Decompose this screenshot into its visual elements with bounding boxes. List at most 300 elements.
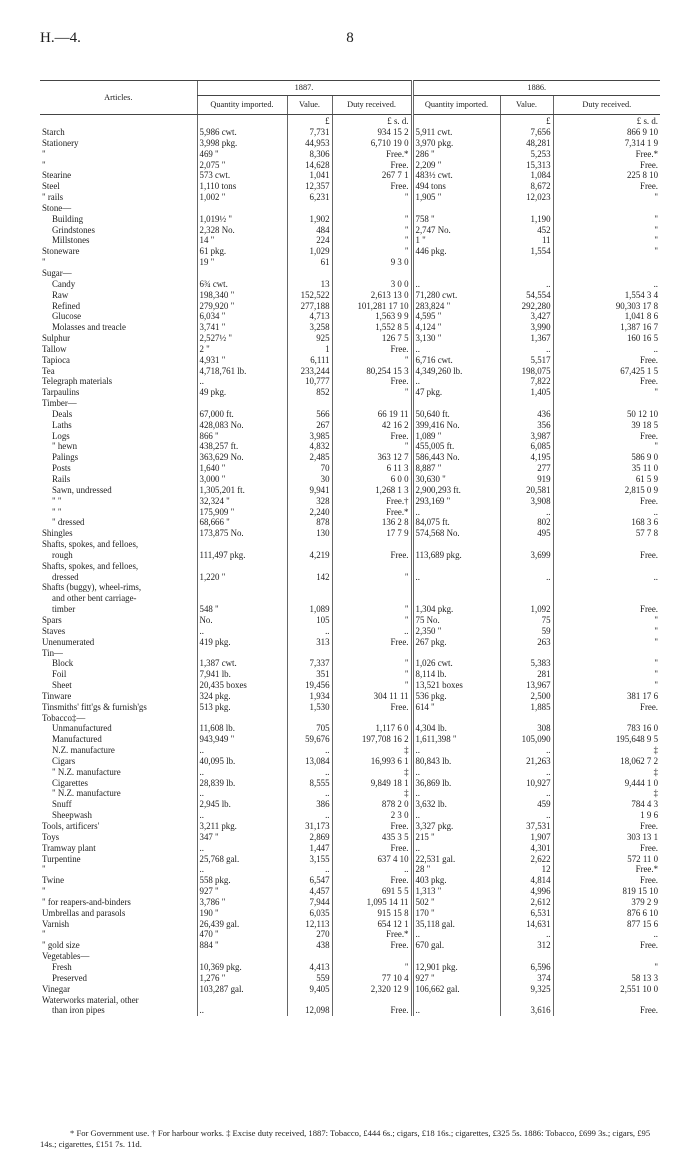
value-1887-cell: 4,413 xyxy=(287,962,332,973)
value-1886-cell xyxy=(500,257,553,268)
quantity-1887-cell: 1,110 tons xyxy=(197,181,287,192)
duty-1886-cell: " xyxy=(553,626,660,637)
quantity-1886-cell: .. xyxy=(412,572,500,583)
duty-1886-cell: .. xyxy=(553,572,660,583)
table-row xyxy=(40,767,660,778)
article-cell: Tools, artificers' xyxy=(42,821,100,831)
quantity-1886-cell: 670 gal. xyxy=(412,940,500,951)
quantity-1887-cell: 1,640 " xyxy=(197,463,287,474)
quantity-1886-cell: 283,824 " xyxy=(412,301,500,312)
value-1886-cell: 802 xyxy=(500,517,553,528)
value-1886-cell: 20,581 xyxy=(500,485,553,496)
quantity-1886-cell: 3,970 pkg. xyxy=(412,138,500,149)
quantity-1886-cell: 50,640 ft. xyxy=(412,409,500,420)
table-row xyxy=(40,680,660,691)
duty-1886-cell: Free. xyxy=(553,181,660,192)
article-cell: Sheepwash xyxy=(52,810,92,821)
duty-1886-cell: Free. xyxy=(553,1005,660,1016)
value-1886-cell: 292,280 xyxy=(500,301,553,312)
value-1887-cell xyxy=(287,582,332,593)
table-row xyxy=(40,452,660,463)
value-1886-cell: 4,301 xyxy=(500,843,553,854)
value-1886-cell: 4,996 xyxy=(500,886,553,897)
article-cell: Preserved xyxy=(52,972,87,983)
duty-1886-cell: 303 13 1 xyxy=(553,832,660,843)
duty-1886-cell: " xyxy=(553,246,660,257)
quantity-1887-cell: 470 " xyxy=(197,929,287,940)
duty-1886-cell: " xyxy=(553,387,660,398)
table-row xyxy=(40,387,660,398)
table-row xyxy=(40,854,660,865)
table-row xyxy=(40,496,660,507)
quantity-1887-cell: 428,083 No. xyxy=(197,420,287,431)
quantity-1887-cell: 1,019½ " xyxy=(197,214,287,225)
quantity-1886-cell: 5,911 cwt. xyxy=(412,127,500,138)
value-1887-cell: 1,934 xyxy=(287,691,332,702)
duty-1886-cell: 225 8 10 xyxy=(553,170,660,181)
duty-1887-cell: 1,563 9 9 xyxy=(332,311,412,322)
quantity-1887-cell: 20,435 boxes xyxy=(197,680,287,691)
quantity-1887-cell: 28,839 lb. xyxy=(197,778,287,789)
quantity-1886-cell: 1,089 " xyxy=(412,431,500,442)
quantity-1887-cell: 14 " xyxy=(197,235,287,246)
table-row xyxy=(40,474,660,485)
duty-1886-cell: 9,444 1 0 xyxy=(553,778,660,789)
duty-1886-cell: " xyxy=(553,214,660,225)
value-1886-cell: 495 xyxy=(500,528,553,539)
quantity-1887-header: Quantity imported. xyxy=(197,96,287,115)
value-1886-cell: 48,281 xyxy=(500,138,553,149)
value-1886-cell xyxy=(500,951,553,962)
duty-1886-cell xyxy=(553,593,660,604)
value-1886-cell xyxy=(500,713,553,724)
duty-1887-cell: 6,710 19 0 xyxy=(332,138,412,149)
duty-1887-cell: 6 0 0 xyxy=(332,474,412,485)
article-cell: Rails xyxy=(52,474,71,484)
duty-1887-cell xyxy=(332,539,412,550)
value-1886-cell: 1,367 xyxy=(500,333,553,344)
duty-1887-cell: ‡ xyxy=(332,767,412,778)
value-1887-cell: 6,231 xyxy=(287,192,332,203)
value-1886-cell: .. xyxy=(500,344,553,355)
quantity-1887-cell: 2,075 " xyxy=(197,160,287,171)
table-row xyxy=(40,257,660,268)
duty-1886-cell xyxy=(553,951,660,962)
value-1887-cell: 4,457 xyxy=(287,886,332,897)
table-row xyxy=(40,691,660,702)
table-row xyxy=(40,550,660,561)
value-1887-cell: 7,337 xyxy=(287,658,332,669)
value-1887-cell: 270 xyxy=(287,929,332,940)
quantity-1886-cell: 8,887 " xyxy=(412,463,500,474)
duty-1886-cell xyxy=(553,257,660,268)
article-cell: " " xyxy=(52,495,62,506)
value-1886-cell: 3,427 xyxy=(500,311,553,322)
duty-1886-cell: " xyxy=(553,962,660,973)
article-cell: Staves xyxy=(42,625,66,636)
article-cell: Grindstones xyxy=(52,224,95,235)
value-1886-cell: .. xyxy=(500,507,553,518)
duty-1887-cell: " xyxy=(332,235,412,246)
duty-1887-cell xyxy=(332,951,412,962)
quantity-1887-cell xyxy=(197,648,287,659)
quantity-1886-cell: 1,905 " xyxy=(412,192,500,203)
value-1887-cell: 705 xyxy=(287,723,332,734)
duty-1887-cell: 80,254 15 3 xyxy=(332,366,412,377)
value-1887-cell: 1,447 xyxy=(287,843,332,854)
duty-1887-cell: 1,268 1 3 xyxy=(332,485,412,496)
units-blank xyxy=(412,115,500,128)
value-1887-cell xyxy=(287,951,332,962)
duty-1886-cell: 160 16 5 xyxy=(553,333,660,344)
duty-1887-cell: 878 2 0 xyxy=(332,799,412,810)
quantity-1886-cell xyxy=(412,593,500,604)
duty-1886-cell: .. xyxy=(553,279,660,290)
duty-1887-cell: " xyxy=(332,572,412,583)
duty-1887-cell: 2 3 0 xyxy=(332,810,412,821)
quantity-1886-cell: 8,114 lb. xyxy=(412,669,500,680)
value-1887-cell: 438 xyxy=(287,940,332,951)
quantity-1886-cell: .. xyxy=(412,745,500,756)
value-1886-cell xyxy=(500,268,553,279)
quantity-1887-cell: 419 pkg. xyxy=(197,637,287,648)
value-1887-cell: 10,777 xyxy=(287,376,332,387)
value-1886-cell: 5,383 xyxy=(500,658,553,669)
quantity-1886-cell xyxy=(412,951,500,962)
table-row xyxy=(40,788,660,799)
value-1887-cell: 7,731 xyxy=(287,127,332,138)
quantity-1886-cell xyxy=(412,995,500,1006)
table-row xyxy=(40,127,660,138)
value-1886-cell: .. xyxy=(500,788,553,799)
duty-1887-cell xyxy=(332,561,412,572)
value-1887-cell: 6,111 xyxy=(287,355,332,366)
article-cell: " N.Z. manufacture xyxy=(52,766,121,777)
quantity-1886-cell: .. xyxy=(412,344,500,355)
table-row xyxy=(40,463,660,474)
quantity-1887-cell xyxy=(197,398,287,409)
article-cell: Logs xyxy=(52,430,70,441)
duty-1887-cell: " xyxy=(332,214,412,225)
article-cell: Tobacco‡— xyxy=(42,712,86,723)
quantity-1886-cell: 494 tons xyxy=(412,181,500,192)
quantity-1886-cell: 586,443 No. xyxy=(412,452,500,463)
quantity-1887-cell: 866 " xyxy=(197,431,287,442)
quantity-1887-cell: 4,931 " xyxy=(197,355,287,366)
value-1887-cell xyxy=(287,713,332,724)
value-1886-cell: 13,967 xyxy=(500,680,553,691)
quantity-1887-cell: 10,369 pkg. xyxy=(197,962,287,973)
value-1887-cell: 59,676 xyxy=(287,734,332,745)
table-row xyxy=(40,561,660,572)
article-cell: Building xyxy=(52,213,84,224)
duty-1887-cell: Free. xyxy=(332,637,412,648)
quantity-1887-cell xyxy=(197,561,287,572)
value-1886-cell: 1,885 xyxy=(500,702,553,713)
value-1886-cell xyxy=(500,561,553,572)
duty-1886-cell: " xyxy=(553,235,660,246)
quantity-1887-cell: .. xyxy=(197,864,287,875)
value-1886-cell: 1,084 xyxy=(500,170,553,181)
table-row xyxy=(40,843,660,854)
table-row xyxy=(40,995,660,1006)
value-1887-cell: .. xyxy=(287,767,332,778)
duty-1886-cell: Free. xyxy=(553,940,660,951)
quantity-1886-cell xyxy=(412,648,500,659)
quantity-1886-cell: 1,313 " xyxy=(412,886,500,897)
value-1886-cell: 356 xyxy=(500,420,553,431)
quantity-1886-cell: 3,130 " xyxy=(412,333,500,344)
value-1886-cell: 3,990 xyxy=(500,322,553,333)
table-row xyxy=(40,897,660,908)
duty-1887-cell: Free. xyxy=(332,550,412,561)
value-1886-cell: 8,672 xyxy=(500,181,553,192)
duty-1886-cell: Free. xyxy=(553,875,660,886)
table-row xyxy=(40,376,660,387)
article-cell: Starch xyxy=(42,127,65,137)
quantity-1887-cell: 3,211 pkg. xyxy=(197,821,287,832)
duty-1886-cell xyxy=(553,203,660,214)
duty-1887-cell: Free. xyxy=(332,160,412,171)
article-cell: dressed xyxy=(52,571,79,582)
value-1887-cell: 852 xyxy=(287,387,332,398)
quantity-1886-cell: 293,169 " xyxy=(412,496,500,507)
duty-1887-cell: 267 7 1 xyxy=(332,170,412,181)
quantity-1887-cell: 7,941 lb. xyxy=(197,669,287,680)
quantity-1886-cell: 758 " xyxy=(412,214,500,225)
duty-1886-cell: 379 2 9 xyxy=(553,897,660,908)
quantity-1887-cell: 884 " xyxy=(197,940,287,951)
table-row xyxy=(40,355,660,366)
table-row xyxy=(40,626,660,637)
duty-1887-cell: 654 12 1 xyxy=(332,919,412,930)
value-1887-cell: 233,244 xyxy=(287,366,332,377)
table-row xyxy=(40,734,660,745)
duty-1886-cell: .. xyxy=(553,344,660,355)
table-row xyxy=(40,864,660,875)
article-cell: Sheet xyxy=(52,680,72,691)
duty-1886-cell: Free. xyxy=(553,160,660,171)
quantity-1886-cell: 6,716 cwt. xyxy=(412,355,500,366)
quantity-1887-cell xyxy=(197,951,287,962)
quantity-1886-cell xyxy=(412,268,500,279)
article-cell: Block xyxy=(52,658,74,669)
quantity-1886-cell: .. xyxy=(412,507,500,518)
value-1886-cell: 1,092 xyxy=(500,604,553,615)
units-row xyxy=(40,115,660,128)
value-1886-cell: 3,908 xyxy=(500,496,553,507)
article-cell: Unmanufactured xyxy=(52,723,112,734)
duty-1887-cell: Free. xyxy=(332,376,412,387)
units-value-1887: £ xyxy=(287,115,332,128)
duty-1886-cell: 819 15 10 xyxy=(553,886,660,897)
table-row xyxy=(40,875,660,886)
table-row xyxy=(40,810,660,821)
value-1886-cell: 1,907 xyxy=(500,832,553,843)
value-1887-cell: 351 xyxy=(287,669,332,680)
quantity-1886-cell: 2,350 " xyxy=(412,626,500,637)
value-1887-cell: .. xyxy=(287,626,332,637)
value-1887-cell: 1 xyxy=(287,344,332,355)
table-row xyxy=(40,333,660,344)
article-cell: Shafts (buggy), wheel-rims, xyxy=(42,582,142,593)
duty-1886-cell xyxy=(553,561,660,572)
duty-1886-cell xyxy=(553,995,660,1006)
table-row xyxy=(40,778,660,789)
table-row xyxy=(40,279,660,290)
quantity-1887-cell: 548 " xyxy=(197,604,287,615)
article-cell: Raw xyxy=(52,289,69,300)
table-row xyxy=(40,648,660,659)
value-1887-cell: 13 xyxy=(287,279,332,290)
article-cell: " for reapers-and-binders xyxy=(42,896,131,907)
article-cell: " rails xyxy=(42,192,64,203)
duty-1886-cell: 18,062 7 2 xyxy=(553,756,660,767)
table-row xyxy=(40,311,660,322)
quantity-1887-cell: 25,768 gal. xyxy=(197,854,287,865)
quantity-1886-cell: 3,327 pkg. xyxy=(412,821,500,832)
article-cell: Tarpaulins xyxy=(42,387,80,398)
quantity-1887-cell: 1,387 cwt. xyxy=(197,658,287,669)
value-1887-cell: 3,985 xyxy=(287,431,332,442)
value-1886-cell: 7,822 xyxy=(500,376,553,387)
table-row xyxy=(40,225,660,236)
duty-1886-cell: " xyxy=(553,669,660,680)
value-1887-cell xyxy=(287,268,332,279)
quantity-1887-cell: .. xyxy=(197,788,287,799)
quantity-1887-cell: .. xyxy=(197,626,287,637)
duty-1886-cell: 90,303 17 8 xyxy=(553,301,660,312)
value-1886-cell: .. xyxy=(500,279,553,290)
quantity-1887-cell: 3,998 pkg. xyxy=(197,138,287,149)
duty-1887-cell: Free. xyxy=(332,431,412,442)
value-1887-cell: 12,113 xyxy=(287,919,332,930)
table-row xyxy=(40,962,660,973)
value-1886-cell: 3,616 xyxy=(500,1005,553,1016)
table-row xyxy=(40,246,660,257)
table-row xyxy=(40,908,660,919)
value-1887-cell: 328 xyxy=(287,496,332,507)
value-1886-cell xyxy=(500,582,553,593)
quantity-1886-cell: 574,568 No. xyxy=(412,528,500,539)
value-1886-cell: 374 xyxy=(500,973,553,984)
value-1886-cell: 3,987 xyxy=(500,431,553,442)
duty-1886-cell: Free.* xyxy=(553,864,660,875)
quantity-1887-cell: .. xyxy=(197,843,287,854)
value-1887-cell: 70 xyxy=(287,463,332,474)
value-1887-cell: 12,098 xyxy=(287,1005,332,1016)
quantity-1887-cell xyxy=(197,539,287,550)
value-1886-cell: 308 xyxy=(500,723,553,734)
value-1886-cell: 14,631 xyxy=(500,919,553,930)
value-1887-cell: 142 xyxy=(287,572,332,583)
table-row xyxy=(40,149,660,160)
quantity-1886-cell: 536 pkg. xyxy=(412,691,500,702)
duty-1886-cell: 50 12 10 xyxy=(553,409,660,420)
quantity-1886-cell: .. xyxy=(412,929,500,940)
duty-1886-cell: 35 11 0 xyxy=(553,463,660,474)
value-1887-cell: 13,084 xyxy=(287,756,332,767)
duty-1887-cell: 6 11 3 xyxy=(332,463,412,474)
duty-1886-cell: Free. xyxy=(553,843,660,854)
table-row xyxy=(40,984,660,995)
value-1886-cell: 1,405 xyxy=(500,387,553,398)
quantity-1887-cell: 49 pkg. xyxy=(197,387,287,398)
value-1887-cell: 19,456 xyxy=(287,680,332,691)
value-1886-cell: 1,190 xyxy=(500,214,553,225)
quantity-1887-cell: 2,945 lb. xyxy=(197,799,287,810)
article-cell: Millstones xyxy=(52,235,90,246)
value-1886-cell: 3,699 xyxy=(500,550,553,561)
table-row xyxy=(40,409,660,420)
duty-1886-cell: 195,648 9 5 xyxy=(553,734,660,745)
quantity-1886-cell: 113,689 pkg. xyxy=(412,550,500,561)
duty-1886-cell: 67,425 1 5 xyxy=(553,366,660,377)
value-1887-cell: 566 xyxy=(287,409,332,420)
duty-1886-cell: 58 13 3 xyxy=(553,973,660,984)
value-1886-cell: 312 xyxy=(500,940,553,951)
value-1886-cell: 15,313 xyxy=(500,160,553,171)
duty-1887-cell: 637 4 10 xyxy=(332,854,412,865)
duty-1887-cell: 1,095 14 11 xyxy=(332,897,412,908)
quantity-1886-cell xyxy=(412,257,500,268)
quantity-1887-cell: 2 " xyxy=(197,344,287,355)
table-row xyxy=(40,290,660,301)
table-row xyxy=(40,604,660,615)
duty-1887-cell: 304 11 11 xyxy=(332,691,412,702)
table-row xyxy=(40,441,660,452)
quantity-1886-cell: 502 " xyxy=(412,897,500,908)
value-1886-cell: 59 xyxy=(500,626,553,637)
article-cell: " gold size xyxy=(42,940,80,951)
table-row xyxy=(40,886,660,897)
article-cell: Tinsmiths' fitt'gs & furnish'gs xyxy=(42,701,147,712)
article-cell: Posts xyxy=(52,463,71,474)
value-1887-cell: 14,628 xyxy=(287,160,332,171)
table-row xyxy=(40,160,660,171)
article-cell: Waterworks material, other xyxy=(42,994,139,1005)
duty-1887-cell xyxy=(332,713,412,724)
article-cell: Tinware xyxy=(42,690,72,701)
value-1886-cell: 54,554 xyxy=(500,290,553,301)
value-1887-cell: 9,941 xyxy=(287,485,332,496)
value-1886-cell: .. xyxy=(500,572,553,583)
duty-1887-cell: 363 12 7 xyxy=(332,452,412,463)
article-cell: Cigars xyxy=(52,755,76,766)
article-cell: Vegetables— xyxy=(42,951,90,962)
value-1886-cell: 277 xyxy=(500,463,553,474)
table-row xyxy=(40,170,660,181)
duty-1887-cell: .. xyxy=(332,626,412,637)
units-blank xyxy=(197,115,287,128)
duty-1886-cell: 39 18 5 xyxy=(553,420,660,431)
units-duty-1887: £ s. d. xyxy=(332,115,412,128)
duty-1886-cell: 2,815 0 9 xyxy=(553,485,660,496)
quantity-1886-cell: 1,026 cwt. xyxy=(412,658,500,669)
quantity-1887-cell: 32,324 " xyxy=(197,496,287,507)
quantity-1887-cell: 40,095 lb. xyxy=(197,756,287,767)
quantity-1886-cell: 455,005 ft. xyxy=(412,441,500,452)
value-1887-cell: 3,155 xyxy=(287,854,332,865)
quantity-1886-cell: 80,843 lb. xyxy=(412,756,500,767)
table-row xyxy=(40,919,660,930)
quantity-1887-cell: 1,002 " xyxy=(197,192,287,203)
duty-1887-cell: " xyxy=(332,355,412,366)
value-1887-cell xyxy=(287,593,332,604)
imports-table xyxy=(40,80,660,1016)
value-1887-cell: 313 xyxy=(287,637,332,648)
duty-1887-cell: 66 19 11 xyxy=(332,409,412,420)
